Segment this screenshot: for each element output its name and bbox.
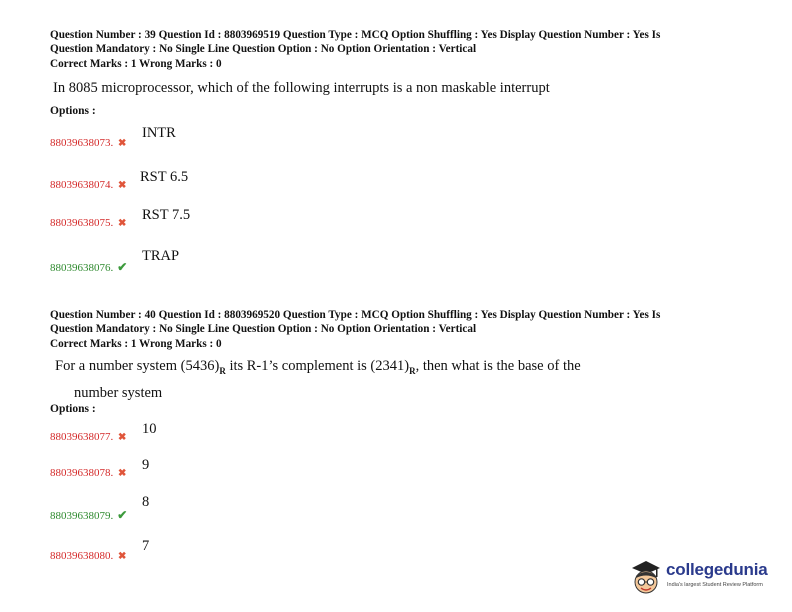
wrong-icon: ✖ (118, 218, 127, 229)
option-text: 8 (142, 494, 150, 510)
option-row (50, 546, 127, 564)
option-id: 88039638073. (50, 137, 114, 149)
wrong-icon: ✖ (118, 138, 127, 149)
question-40-marks: Correct Marks : 1 Wrong Marks : 0 (50, 338, 222, 350)
option-text: TRAP (142, 248, 180, 264)
option-row (50, 463, 127, 481)
question-40-text-line2: number system (74, 385, 163, 401)
question-40-text: For a number system $(5436)_R$ its R-1’s complement is $(2341)_R$, then what is the base of the (55, 358, 581, 376)
option-text: 7 (142, 538, 150, 554)
question-39-marks: Correct Marks : 1 Wrong Marks : 0 (50, 58, 222, 70)
option-text: RST 7.5 (142, 207, 191, 223)
option-id: 88039638074. (50, 179, 114, 191)
option-text: RST 6.5 (140, 169, 189, 185)
option-row (50, 213, 127, 231)
question-39-text: In 8085 microprocessor, which of the following interrupts is a non maskable interrupt (53, 80, 550, 96)
question-40-meta-line2: Question Mandatory : No Single Line Question Option : No Option Orientation : Vertical (50, 323, 477, 335)
wrong-icon: ✖ (118, 180, 127, 191)
option-id: 88039638077. (50, 431, 114, 443)
logo-tagline: India's largest Student Review Platform (667, 582, 763, 588)
question-40-meta-line1: Question Number : 40 Question Id : 8803969520 Question Type : MCQ Option Shuffling : Yes Display Question Number : Yes Is (50, 309, 661, 321)
check-icon: ✔ (117, 508, 128, 522)
wrong-icon: ✖ (118, 551, 127, 562)
option-row (50, 506, 127, 524)
option-row (50, 133, 127, 151)
option-id: 88039638078. (50, 467, 114, 479)
option-row (50, 427, 127, 445)
collegedunia-logo (628, 558, 778, 602)
question-39-meta-line2: Question Mandatory : No Single Line Question Option : No Option Orientation : Vertical (50, 43, 477, 55)
option-text: 10 (142, 421, 157, 437)
option-id: 88039638075. (50, 217, 114, 229)
option-id: 88039638079. (50, 510, 114, 522)
question-39-options-label: Options : (50, 105, 96, 117)
option-id: 88039638076. (50, 262, 114, 274)
check-icon: ✔ (117, 260, 128, 274)
mascot-icon (628, 558, 664, 598)
option-row (50, 258, 127, 276)
wrong-icon: ✖ (118, 468, 127, 479)
option-row (50, 175, 127, 193)
wrong-icon: ✖ (118, 432, 127, 443)
logo-name: collegedunia (666, 560, 768, 579)
option-text: 9 (142, 457, 150, 473)
option-text: INTR (142, 125, 176, 141)
question-40-options-label: Options : (50, 403, 96, 415)
option-id: 88039638080. (50, 550, 114, 562)
question-39-meta-line1: Question Number : 39 Question Id : 8803969519 Question Type : MCQ Option Shuffling : Yes Display Question Number : Yes Is (50, 29, 661, 41)
